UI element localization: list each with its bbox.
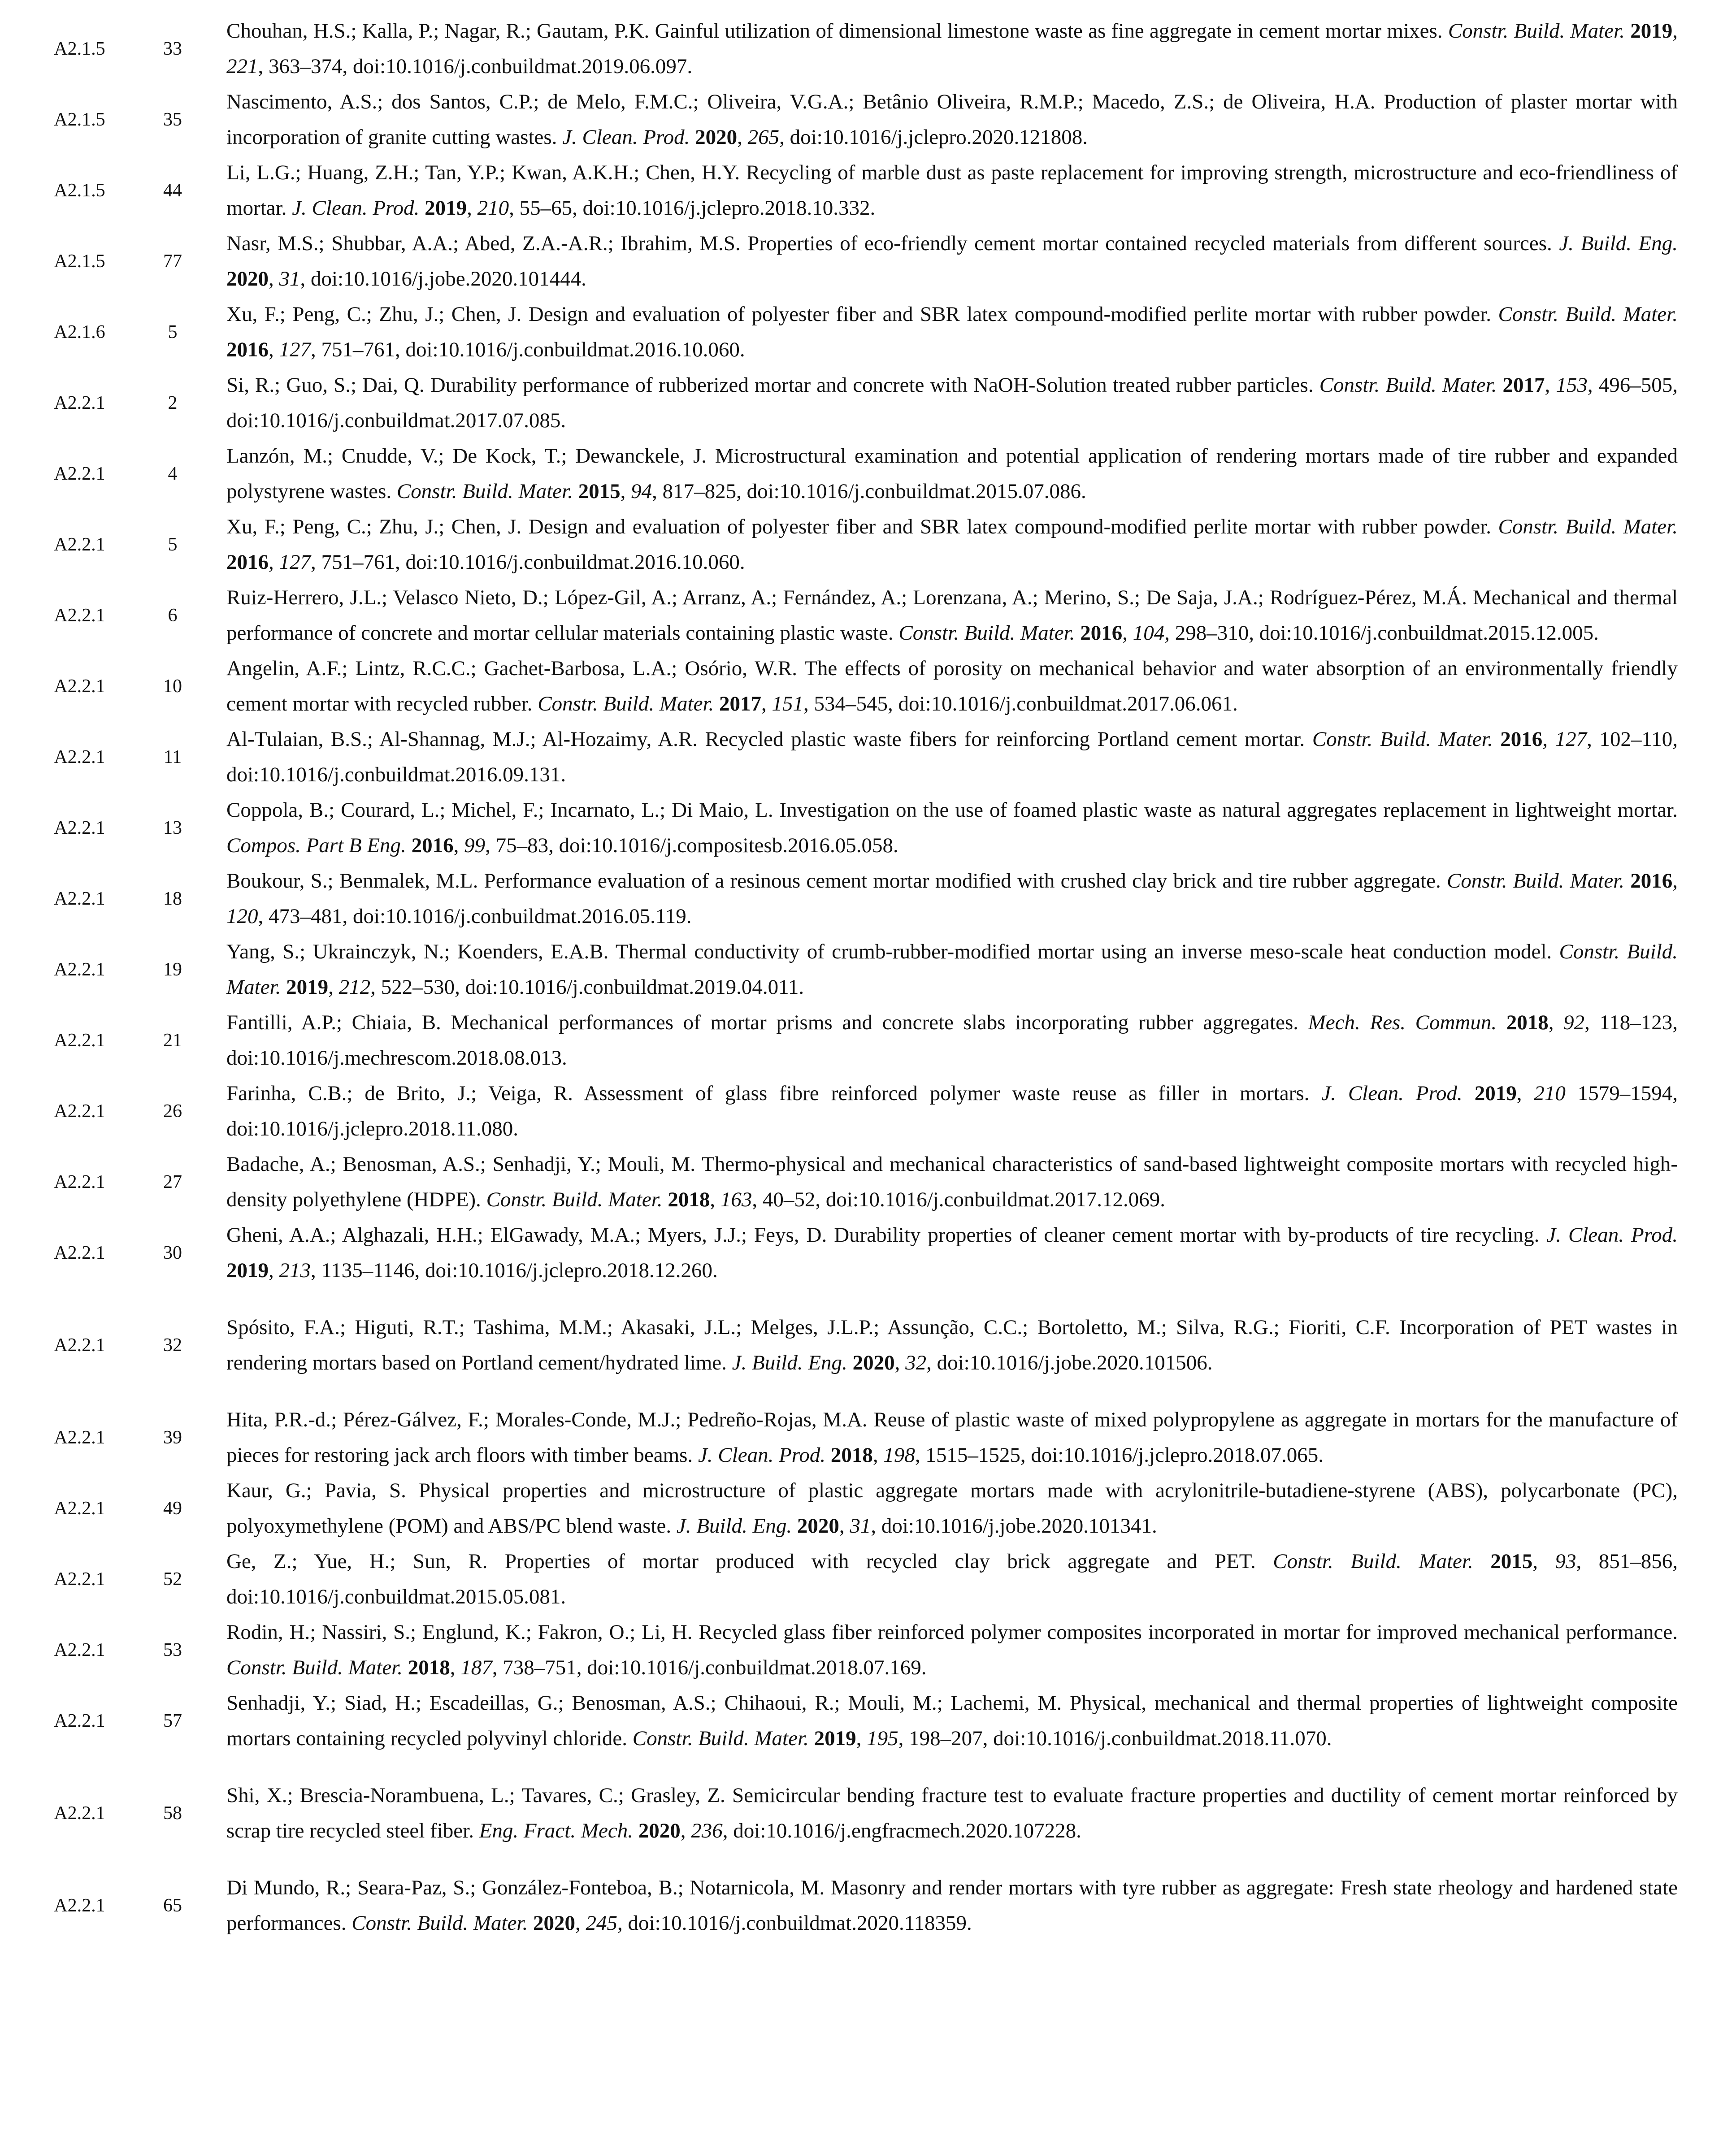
- reference-journal: J. Clean. Prod.: [292, 196, 420, 220]
- table-row: [0, 722, 1736, 793]
- reference-authors-title: Kaur, G.; Pavia, S. Physical properties and microstructure of plastic aggregate mortars made with acrylonitrile-butadiene-styrene (ABS), polycarbonate (PC), polyoxymethylene (POM) and ABS/PC blend waste.: [226, 1479, 1678, 1538]
- reference-number-cell: 2: [168, 393, 178, 413]
- reference-authors-title: Angelin, A.F.; Lintz, R.C.C.; Gachet-Barbosa, L.A.; Osório, W.R. The effects of porosity on mechanical behavior and water absorption of an environmentally friendly cement mortar with recycled rubber.: [226, 657, 1678, 715]
- section-cell: A2.2.1: [54, 888, 105, 909]
- reference-year: 2017: [1502, 373, 1545, 397]
- reference-pages-doi: , 817–825, doi:10.1016/j.conbuildmat.2015.07.086.: [652, 480, 1086, 503]
- reference-authors-title: Xu, F.; Peng, C.; Zhu, J.; Chen, J. Design and evaluation of polyester fiber and SBR latex compound-modified perlite mortar with rubber powder.: [226, 515, 1492, 538]
- table-row: [0, 1218, 1736, 1288]
- section-cell: A2.2.1: [54, 1711, 105, 1731]
- reference-journal: Constr. Build. Mater.: [898, 621, 1075, 645]
- reference-authors-title: Coppola, B.; Courard, L.; Michel, F.; Incarnato, L.; Di Maio, L. Investigation on the use of foamed plastic waste as natural aggregates replacement in lightweight mortar.: [226, 798, 1678, 822]
- row-gap: [0, 1288, 1736, 1310]
- reference-journal: J. Build. Eng.: [1559, 232, 1678, 255]
- reference-volume: 210: [1534, 1082, 1566, 1105]
- reference-authors-title: Al-Tulaian, B.S.; Al-Shannag, M.J.; Al-Hozaimy, A.R. Recycled plastic waste fibers for reinforcing Portland cement mortar.: [226, 728, 1305, 751]
- reference-volume: 120: [226, 905, 258, 928]
- reference-text: Rodin, H.; Nassiri, S.; Englund, K.; Fakron, O.; Li, H. Recycled glass fiber reinforced polymer composites incorporated in mortar for improved mechanical performance. Constr. Build. Mater. 2018, 187, 738–751, doi:10.1016/j.conbuildmat.2018.07.169.: [226, 1621, 1678, 1679]
- reference-authors-title: Fantilli, A.P.; Chiaia, B. Mechanical performances of mortar prisms and concrete slabs incorporating rubber aggregates.: [226, 1011, 1299, 1034]
- reference-text: Chouhan, H.S.; Kalla, P.; Nagar, R.; Gautam, P.K. Gainful utilization of dimensional limestone waste as fine aggregate in cement mortar mixes. Constr. Build. Mater. 2019, 221, 363–374, doi:10.1016/j.conbuildmat.2019.06.097.: [226, 19, 1678, 78]
- reference-year: 2020: [226, 267, 269, 290]
- reference-volume: 210: [477, 196, 509, 220]
- reference-volume: 127: [279, 338, 311, 361]
- table-row: [0, 297, 1736, 368]
- reference-pages-doi: , doi:10.1016/j.jobe.2020.101444.: [300, 267, 586, 290]
- reference-pages-doi: , 55–65, doi:10.1016/j.jclepro.2018.10.332.: [509, 196, 876, 220]
- reference-text: Nasr, M.S.; Shubbar, A.A.; Abed, Z.A.-A.R.; Ibrahim, M.S. Properties of eco-friendly cement mortar contained recycled materials from different sources. J. Build. Eng. 2020, 31, doi:10.1016/j.jobe.2020.101444.: [226, 232, 1678, 290]
- reference-authors-title: Senhadji, Y.; Siad, H.; Escadeillas, G.; Benosman, A.S.; Chihaoui, R.; Mouli, M.; Lachemi, M. Physical, mechanical and thermal properties of lightweight composite mortars containing recycled polyvinyl chloride.: [226, 1691, 1678, 1750]
- reference-journal: Constr. Build. Mater.: [1447, 869, 1625, 893]
- table-row: [0, 1310, 1736, 1381]
- reference-volume: 195: [867, 1727, 898, 1750]
- reference-text: Boukour, S.; Benmalek, M.L. Performance evaluation of a resinous cement mortar modified with crushed clay brick and tire rubber aggregate. Constr. Build. Mater. 2016, 120, 473–481, doi:10.1016/j.conbuildmat.2016.05.119.: [226, 869, 1678, 928]
- reference-journal: Constr. Build. Mater.: [632, 1727, 809, 1750]
- reference-text: Di Mundo, R.; Seara-Paz, S.; González-Fonteboa, B.; Notarnicola, M. Masonry and render mortars with tyre rubber as aggregate: Fresh state rheology and hardened state performances. Constr. Build. Mater. 2020, 245, doi:10.1016/j.conbuildmat.2020.118359.: [226, 1876, 1678, 1935]
- section-cell: A2.2.1: [54, 1803, 105, 1824]
- reference-volume: 92: [1563, 1011, 1585, 1034]
- reference-journal: J. Build. Eng.: [676, 1514, 792, 1538]
- table-row: [0, 1076, 1736, 1147]
- reference-year: 2020: [852, 1351, 895, 1374]
- reference-volume: 32: [905, 1351, 927, 1374]
- section-cell: A2.2.1: [54, 1101, 105, 1122]
- section-cell: A2.1.5: [54, 39, 105, 59]
- section-cell: A2.2.1: [54, 747, 105, 767]
- reference-year: 2019: [814, 1727, 856, 1750]
- reference-authors-title: Ruiz-Herrero, J.L.; Velasco Nieto, D.; López-Gil, A.; Arranz, A.; Fernández, A.; Lorenzana, A.; Merino, S.; De Saja, J.A.; Rodríguez-Pérez, M.Á. Mechanical and thermal performance of concrete and mortar cellular materials containing plastic waste.: [226, 586, 1678, 645]
- reference-number-cell: 27: [163, 1172, 182, 1192]
- reference-volume: 221: [226, 55, 258, 78]
- table-row: [0, 438, 1736, 509]
- section-cell: A2.2.1: [54, 1427, 105, 1448]
- row-gap: [0, 1381, 1736, 1402]
- section-cell: A2.1.5: [54, 180, 105, 201]
- reference-text: Lanzón, M.; Cnudde, V.; De Kock, T.; Dewanckele, J. Microstructural examination and potential application of rendering mortars made of tire rubber and expanded polystyrene wastes. Constr. Build. Mater. 2015, 94, 817–825, doi:10.1016/j.conbuildmat.2015.07.086.: [226, 444, 1678, 503]
- reference-year: 2018: [1506, 1011, 1549, 1034]
- table-row: [0, 934, 1736, 1005]
- table-row: [0, 1615, 1736, 1686]
- section-cell: A2.2.1: [54, 464, 105, 484]
- reference-year: 2020: [638, 1819, 681, 1842]
- reference-journal: Constr. Build. Mater.: [1273, 1550, 1473, 1573]
- reference-authors-title: Boukour, S.; Benmalek, M.L. Performance evaluation of a resinous cement mortar modified with crushed clay brick and tire rubber aggregate.: [226, 869, 1441, 893]
- table-row: [0, 509, 1736, 580]
- section-cell: A2.2.1: [54, 959, 105, 980]
- section-cell: A2.2.1: [54, 1335, 105, 1356]
- reference-text: Ruiz-Herrero, J.L.; Velasco Nieto, D.; López-Gil, A.; Arranz, A.; Fernández, A.; Lorenzana, A.; Merino, S.; De Saja, J.A.; Rodríguez-Pérez, M.Á. Mechanical and thermal performance of concrete and mortar cellular materials containing plastic waste. Constr. Build. Mater. 2016, 104, 298–310, doi:10.1016/j.conbuildmat.2015.12.005.: [226, 586, 1678, 645]
- reference-authors-title: Rodin, H.; Nassiri, S.; Englund, K.; Fakron, O.; Li, H. Recycled glass fiber reinforced polymer composites incorporated in mortar for improved mechanical performance.: [226, 1621, 1678, 1644]
- reference-authors-title: Hita, P.R.-d.; Pérez-Gálvez, F.; Morales-Conde, M.J.; Pedreño-Rojas, M.A. Reuse of plastic waste of mixed polypropylene as aggregate in mortars for the manufacture of pieces for restoring jack arch floors with timber beams.: [226, 1408, 1678, 1467]
- reference-year: 2016: [226, 550, 269, 574]
- reference-volume: 31: [279, 267, 300, 290]
- reference-year: 2016: [1500, 728, 1543, 751]
- reference-year: 2017: [719, 692, 762, 715]
- reference-volume: 212: [339, 975, 371, 999]
- reference-journal: Compos. Part B Eng.: [226, 834, 406, 857]
- section-cell: A2.1.5: [54, 109, 105, 130]
- reference-text: Farinha, C.B.; de Brito, J.; Veiga, R. Assessment of glass fibre reinforced polymer waste reuse as filler in mortars. J. Clean. Prod. 2019, 210 1579–1594, doi:10.1016/j.jclepro.2018.11.080.: [226, 1082, 1678, 1140]
- reference-number-cell: 32: [163, 1335, 182, 1356]
- reference-pages-doi: , 1135–1146, doi:10.1016/j.jclepro.2018.12.260.: [311, 1259, 718, 1282]
- reference-pages-doi: , 473–481, doi:10.1016/j.conbuildmat.2016.05.119.: [258, 905, 692, 928]
- reference-pages-doi: , doi:10.1016/j.jclepro.2020.121808.: [779, 126, 1088, 149]
- reference-journal: J. Clean. Prod.: [1321, 1082, 1463, 1105]
- reference-authors-title: Chouhan, H.S.; Kalla, P.; Nagar, R.; Gautam, P.K. Gainful utilization of dimensional limestone waste as fine aggregate in cement mortar mixes.: [226, 19, 1443, 43]
- reference-text: Yang, S.; Ukrainczyk, N.; Koenders, E.A.B. Thermal conductivity of crumb-rubber-modified mortar using an inverse meso-scale heat conduction model. Constr. Build. Mater. 2019, 212, 522–530, doi:10.1016/j.conbuildmat.2019.04.011.: [226, 940, 1678, 999]
- reference-number-cell: 77: [163, 251, 182, 272]
- reference-journal: Constr. Build. Mater.: [1498, 303, 1678, 326]
- reference-journal: Constr. Build. Mater.: [396, 480, 573, 503]
- reference-year: 2020: [695, 126, 738, 149]
- reference-year: 2019: [226, 1259, 269, 1282]
- reference-year: 2018: [408, 1656, 450, 1679]
- reference-volume: 163: [720, 1188, 752, 1211]
- table-row: [0, 1778, 1736, 1849]
- table-row: [0, 580, 1736, 651]
- reference-journal: Constr. Build. Mater.: [486, 1188, 663, 1211]
- reference-volume: 151: [772, 692, 804, 715]
- section-cell: A2.2.1: [54, 818, 105, 838]
- table-row: [0, 368, 1736, 438]
- reference-year: 2019: [1474, 1082, 1517, 1105]
- table-row: [0, 863, 1736, 934]
- reference-volume: 236: [691, 1819, 723, 1842]
- reference-authors-title: Spósito, F.A.; Higuti, R.T.; Tashima, M.M.; Akasaki, J.L.; Melges, J.L.P.; Assunção, C.C.; Bortoletto, M.; Silva, R.G.; Fioriti, C.F. Incorporation of PET wastes in rendering mortars based on Portland cement/hydrated lime.: [226, 1316, 1678, 1374]
- reference-year: 2016: [411, 834, 454, 857]
- reference-volume: 99: [464, 834, 486, 857]
- reference-journal: Constr. Build. Mater.: [1319, 373, 1497, 397]
- reference-pages-doi: , 1515–1525, doi:10.1016/j.jclepro.2018.07.065.: [915, 1443, 1324, 1467]
- reference-volume: 198: [883, 1443, 915, 1467]
- table-row: [0, 1473, 1736, 1544]
- reference-number-cell: 53: [163, 1640, 182, 1660]
- reference-volume: 31: [850, 1514, 871, 1538]
- table-row: [0, 1147, 1736, 1218]
- reference-year: 2019: [425, 196, 467, 220]
- reference-number-cell: 26: [163, 1101, 182, 1122]
- reference-authors-title: Xu, F.; Peng, C.; Zhu, J.; Chen, J. Design and evaluation of polyester fiber and SBR latex compound-modified perlite mortar with rubber powder.: [226, 303, 1492, 326]
- reference-year: 2016: [226, 338, 269, 361]
- section-cell: A2.1.6: [54, 322, 105, 342]
- reference-text: Hita, P.R.-d.; Pérez-Gálvez, F.; Morales-Conde, M.J.; Pedreño-Rojas, M.A. Reuse of plastic waste of mixed polypropylene as aggregate in mortars for the manufacture of pieces for restoring jack arch floors with timber beams. J. Clean. Prod. 2018, 198, 1515–1525, doi:10.1016/j.jclepro.2018.07.065.: [226, 1408, 1678, 1467]
- reference-journal: Eng. Fract. Mech.: [479, 1819, 633, 1842]
- reference-authors-title: Lanzón, M.; Cnudde, V.; De Kock, T.; Dewanckele, J. Microstructural examination and potential application of rendering mortars made of tire rubber and expanded polystyrene wastes.: [226, 444, 1678, 503]
- table-row: [0, 13, 1736, 84]
- reference-number-cell: 21: [163, 1030, 182, 1051]
- reference-text: Si, R.; Guo, S.; Dai, Q. Durability performance of rubberized mortar and concrete with NaOH-Solution treated rubber particles. Constr. Build. Mater. 2017, 153, 496–505, doi:10.1016/j.conbuildmat.2017.07.085.: [226, 373, 1678, 432]
- reference-volume: 127: [279, 550, 311, 574]
- section-cell: A2.2.1: [54, 1895, 105, 1916]
- section-cell: A2.1.5: [54, 251, 105, 272]
- reference-pages-doi: , doi:10.1016/j.jobe.2020.101506.: [926, 1351, 1213, 1374]
- reference-number-cell: 5: [168, 534, 178, 555]
- reference-volume: 93: [1555, 1550, 1576, 1573]
- section-cell: A2.2.1: [54, 676, 105, 697]
- reference-journal: Constr. Build. Mater.: [1312, 728, 1493, 751]
- reference-text: Spósito, F.A.; Higuti, R.T.; Tashima, M.M.; Akasaki, J.L.; Melges, J.L.P.; Assunção, C.C.; Bortoletto, M.; Silva, R.G.; Fioriti, C.F. Incorporation of PET wastes in rendering mortars based on Portland cement/hydrated lime. J. Build. Eng. 2020, 32, doi:10.1016/j.jobe.2020.101506.: [226, 1316, 1678, 1374]
- reference-number-cell: 6: [168, 605, 178, 626]
- reference-journal: J. Clean. Prod.: [1546, 1223, 1678, 1247]
- section-cell: A2.2.1: [54, 1030, 105, 1051]
- reference-journal: J. Clean. Prod.: [562, 126, 690, 149]
- reference-year: 2018: [830, 1443, 873, 1467]
- reference-authors-title: Nascimento, A.S.; dos Santos, C.P.; de Melo, F.M.C.; Oliveira, V.G.A.; Betânio Oliveira, R.M.P.; Macedo, Z.S.; de Oliveira, H.A. Production of plaster mortar with incorporation of granite cutting wastes.: [226, 90, 1678, 149]
- reference-number-cell: 65: [163, 1895, 182, 1916]
- reference-number-cell: 19: [163, 959, 182, 980]
- reference-pages-doi: , 298–310, doi:10.1016/j.conbuildmat.2015.12.005.: [1164, 621, 1599, 645]
- reference-year: 2020: [533, 1911, 576, 1935]
- reference-pages-doi: , 40–52, doi:10.1016/j.conbuildmat.2017.12.069.: [752, 1188, 1166, 1211]
- reference-year: 2015: [1490, 1550, 1533, 1573]
- reference-number-cell: 35: [163, 109, 182, 130]
- section-cell: A2.2.1: [54, 534, 105, 555]
- reference-authors-title: Li, L.G.; Huang, Z.H.; Tan, Y.P.; Kwan, A.K.H.; Chen, H.Y. Recycling of marble dust as paste replacement for improving strength, microstructure and eco-friendliness of mortar.: [226, 161, 1678, 220]
- reference-year: 2016: [1080, 621, 1123, 645]
- reference-pages-doi: , 102–110, doi:10.1016/j.conbuildmat.2016.09.131.: [226, 728, 1678, 786]
- reference-number-cell: 57: [163, 1711, 182, 1731]
- reference-volume: 127: [1555, 728, 1587, 751]
- reference-pages-doi: , 75–83, doi:10.1016/j.compositesb.2016.05.058.: [485, 834, 898, 857]
- reference-pages-doi: , doi:10.1016/j.jobe.2020.101341.: [871, 1514, 1157, 1538]
- reference-number-cell: 13: [163, 818, 182, 838]
- reference-text: Fantilli, A.P.; Chiaia, B. Mechanical performances of mortar prisms and concrete slabs incorporating rubber aggregates. Mech. Res. Commun. 2018, 92, 118–123, doi:10.1016/j.mechrescom.2018.08.013.: [226, 1011, 1678, 1070]
- reference-number-cell: 44: [163, 180, 182, 201]
- reference-pages-doi: , 118–123, doi:10.1016/j.mechrescom.2018.08.013.: [226, 1011, 1678, 1070]
- section-cell: A2.2.1: [54, 1498, 105, 1519]
- reference-authors-title: Di Mundo, R.; Seara-Paz, S.; González-Fonteboa, B.; Notarnicola, M. Masonry and render mortars with tyre rubber as aggregate: Fresh state rheology and hardened state performances.: [226, 1876, 1678, 1935]
- reference-journal: Constr. Build. Mater.: [226, 1656, 403, 1679]
- reference-table: [0, 13, 1736, 1941]
- reference-number-cell: 52: [163, 1569, 182, 1590]
- reference-pages-doi: , doi:10.1016/j.conbuildmat.2020.118359.: [617, 1911, 972, 1935]
- reference-authors-title: Yang, S.; Ukrainczyk, N.; Koenders, E.A.B. Thermal conductivity of crumb-rubber-modified mortar using an inverse meso-scale heat conduction model.: [226, 940, 1552, 963]
- reference-pages-doi: , 738–751, doi:10.1016/j.conbuildmat.2018.07.169.: [492, 1656, 927, 1679]
- reference-number-cell: 49: [163, 1498, 182, 1519]
- reference-journal: J. Build. Eng.: [732, 1351, 847, 1374]
- section-cell: A2.2.1: [54, 1243, 105, 1263]
- table-row: [0, 84, 1736, 155]
- reference-text: Shi, X.; Brescia-Norambuena, L.; Tavares, C.; Grasley, Z. Semicircular bending fracture test to evaluate fracture properties and ductility of cement mortar reinforced by scrap tire recycled steel fiber. Eng. Fract. Mech. 2020, 236, doi:10.1016/j.engfracmech.2020.107228.: [226, 1784, 1678, 1842]
- reference-text: Nascimento, A.S.; dos Santos, C.P.; de Melo, F.M.C.; Oliveira, V.G.A.; Betânio Oliveira, R.M.P.; Macedo, Z.S.; de Oliveira, H.A. Production of plaster mortar with incorporation of granite cutting wastes. J. Clean. Prod. 2020, 265, doi:10.1016/j.jclepro.2020.121808.: [226, 90, 1678, 149]
- reference-year: 2019: [286, 975, 329, 999]
- reference-authors-title: Nasr, M.S.; Shubbar, A.A.; Abed, Z.A.-A.R.; Ibrahim, M.S. Properties of eco-friendly cement mortar contained recycled materials from different sources.: [226, 232, 1552, 255]
- reference-pages-doi: , 363–374, doi:10.1016/j.conbuildmat.2019.06.097.: [258, 55, 693, 78]
- row-gap: [0, 1849, 1736, 1870]
- reference-pages-doi: , 522–530, doi:10.1016/j.conbuildmat.2019.04.011.: [370, 975, 804, 999]
- reference-authors-title: Si, R.; Guo, S.; Dai, Q. Durability performance of rubberized mortar and concrete with NaOH-Solution treated rubber particles.: [226, 373, 1314, 397]
- reference-pages-doi: , 751–761, doi:10.1016/j.conbuildmat.2016.10.060.: [311, 338, 745, 361]
- reference-text: Ge, Z.; Yue, H.; Sun, R. Properties of mortar produced with recycled clay brick aggregate and PET. Constr. Build. Mater. 2015, 93, 851–856, doi:10.1016/j.conbuildmat.2015.05.081.: [226, 1550, 1678, 1608]
- reference-year: 2019: [1630, 19, 1673, 43]
- reference-journal: Constr. Build. Mater.: [1448, 19, 1625, 43]
- row-gap: [0, 1756, 1736, 1778]
- reference-journal: Constr. Build. Mater.: [1498, 515, 1678, 538]
- reference-pages-doi: , 496–505, doi:10.1016/j.conbuildmat.2017.07.085.: [226, 373, 1678, 432]
- reference-volume: 245: [586, 1911, 618, 1935]
- reference-text: Li, L.G.; Huang, Z.H.; Tan, Y.P.; Kwan, A.K.H.; Chen, H.Y. Recycling of marble dust as paste replacement for improving strength, microstructure and eco-friendliness of mortar. J. Clean. Prod. 2019, 210, 55–65, doi:10.1016/j.jclepro.2018.10.332.: [226, 161, 1678, 220]
- reference-number-cell: 58: [163, 1803, 182, 1824]
- table-row: [0, 1402, 1736, 1473]
- reference-volume: 187: [460, 1656, 492, 1679]
- reference-pages-doi: , 751–761, doi:10.1016/j.conbuildmat.2016.10.060.: [311, 550, 745, 574]
- reference-pages-doi: , 851–856, doi:10.1016/j.conbuildmat.2015.05.081.: [226, 1550, 1678, 1608]
- table-row: [0, 1686, 1736, 1756]
- reference-number-cell: 11: [163, 747, 182, 767]
- table-row: [0, 1544, 1736, 1615]
- reference-volume: 153: [1556, 373, 1588, 397]
- reference-year: 2018: [668, 1188, 710, 1211]
- reference-pages-doi: 1579–1594, doi:10.1016/j.jclepro.2018.11.080.: [226, 1082, 1678, 1140]
- reference-text: Xu, F.; Peng, C.; Zhu, J.; Chen, J. Design and evaluation of polyester fiber and SBR latex compound-modified perlite mortar with rubber powder. Constr. Build. Mater. 2016, 127, 751–761, doi:10.1016/j.conbuildmat.2016.10.060.: [226, 303, 1678, 361]
- reference-number-cell: 10: [163, 676, 182, 697]
- table-row: [0, 1005, 1736, 1076]
- reference-number-cell: 4: [168, 464, 178, 484]
- reference-authors-title: Farinha, C.B.; de Brito, J.; Veiga, R. Assessment of glass fibre reinforced polymer waste reuse as filler in mortars.: [226, 1082, 1310, 1105]
- reference-volume: 104: [1133, 621, 1165, 645]
- reference-number-cell: 5: [168, 322, 178, 342]
- reference-text: Xu, F.; Peng, C.; Zhu, J.; Chen, J. Design and evaluation of polyester fiber and SBR latex compound-modified perlite mortar with rubber powder. Constr. Build. Mater. 2016, 127, 751–761, doi:10.1016/j.conbuildmat.2016.10.060.: [226, 515, 1678, 574]
- reference-text: Kaur, G.; Pavia, S. Physical properties and microstructure of plastic aggregate mortars made with acrylonitrile-butadiene-styrene (ABS), polycarbonate (PC), polyoxymethylene (POM) and ABS/PC blend waste. J. Build. Eng. 2020, 31, doi:10.1016/j.jobe.2020.101341.: [226, 1479, 1678, 1538]
- reference-number-cell: 18: [163, 888, 182, 909]
- table-row: [0, 1870, 1736, 1941]
- reference-volume: 213: [279, 1259, 311, 1282]
- reference-text: Gheni, A.A.; Alghazali, H.H.; ElGawady, M.A.; Myers, J.J.; Feys, D. Durability properties of cleaner cement mortar with by-products of tire recycling. J. Clean. Prod. 2019, 213, 1135–1146, doi:10.1016/j.jclepro.2018.12.260.: [226, 1223, 1678, 1282]
- reference-year: 2020: [797, 1514, 839, 1538]
- reference-volume: 94: [631, 480, 652, 503]
- table-row: [0, 651, 1736, 722]
- reference-year: 2015: [578, 480, 621, 503]
- reference-pages-doi: , doi:10.1016/j.engfracmech.2020.107228.: [722, 1819, 1081, 1842]
- table-row: [0, 155, 1736, 226]
- reference-number-cell: 30: [163, 1243, 182, 1263]
- reference-text: Badache, A.; Benosman, A.S.; Senhadji, Y.; Mouli, M. Thermo-physical and mechanical characteristics of sand-based lightweight composite mortars with recycled high-density polyethylene (HDPE). Constr. Build. Mater. 2018, 163, 40–52, doi:10.1016/j.conbuildmat.2017.12.069.: [226, 1153, 1678, 1211]
- reference-authors-title: Gheni, A.A.; Alghazali, H.H.; ElGawady, M.A.; Myers, J.J.; Feys, D. Durability properties of cleaner cement mortar with by-products of tire recycling.: [226, 1223, 1540, 1247]
- section-cell: A2.2.1: [54, 1172, 105, 1192]
- table-row: [0, 793, 1736, 863]
- reference-pages-doi: , 534–545, doi:10.1016/j.conbuildmat.2017.06.061.: [803, 692, 1238, 715]
- section-cell: A2.2.1: [54, 1569, 105, 1590]
- section-cell: A2.2.1: [54, 393, 105, 413]
- reference-text: Angelin, A.F.; Lintz, R.C.C.; Gachet-Barbosa, L.A.; Osório, W.R. The effects of porosity on mechanical behavior and water absorption of an environmentally friendly cement mortar with recycled rubber. Constr. Build. Mater. 2017, 151, 534–545, doi:10.1016/j.conbuildmat.2017.06.061.: [226, 657, 1678, 715]
- reference-number-cell: 39: [163, 1427, 182, 1448]
- reference-journal: Constr. Build. Mater.: [226, 940, 1678, 999]
- section-cell: A2.2.1: [54, 605, 105, 626]
- reference-text: Coppola, B.; Courard, L.; Michel, F.; Incarnato, L.; Di Maio, L. Investigation on the use of foamed plastic waste as natural aggregates replacement in lightweight mortar. Compos. Part B Eng. 2016, 99, 75–83, doi:10.1016/j.compositesb.2016.05.058.: [226, 798, 1678, 857]
- reference-journal: Constr. Build. Mater.: [352, 1911, 528, 1935]
- reference-authors-title: Badache, A.; Benosman, A.S.; Senhadji, Y.; Mouli, M. Thermo-physical and mechanical characteristics of sand-based lightweight composite mortars with recycled high-density polyethylene (HDPE).: [226, 1153, 1678, 1211]
- reference-journal: Constr. Build. Mater.: [538, 692, 714, 715]
- reference-text: Senhadji, Y.; Siad, H.; Escadeillas, G.; Benosman, A.S.; Chihaoui, R.; Mouli, M.; Lachemi, M. Physical, mechanical and thermal properties of lightweight composite mortars containing recycled polyvinyl chloride. Constr. Build. Mater. 2019, 195, 198–207, doi:10.1016/j.conbuildmat.2018.11.070.: [226, 1691, 1678, 1750]
- table-row: [0, 226, 1736, 297]
- reference-number-cell: 33: [163, 39, 182, 59]
- section-cell: A2.2.1: [54, 1640, 105, 1660]
- reference-pages-doi: , 198–207, doi:10.1016/j.conbuildmat.2018.11.070.: [898, 1727, 1332, 1750]
- reference-volume: 265: [747, 126, 780, 149]
- reference-authors-title: Shi, X.; Brescia-Norambuena, L.; Tavares, C.; Grasley, Z. Semicircular bending fracture test to evaluate fracture properties and ductility of cement mortar reinforced by scrap tire recycled steel fiber.: [226, 1784, 1678, 1842]
- reference-text: Al-Tulaian, B.S.; Al-Shannag, M.J.; Al-Hozaimy, A.R. Recycled plastic waste fibers for reinforcing Portland cement mortar. Constr. Build. Mater. 2016, 127, 102–110, doi:10.1016/j.conbuildmat.2016.09.131.: [226, 728, 1678, 786]
- reference-year: 2016: [1630, 869, 1673, 893]
- reference-authors-title: Ge, Z.; Yue, H.; Sun, R. Properties of mortar produced with recycled clay brick aggregate and PET.: [226, 1550, 1256, 1573]
- reference-journal: J. Clean. Prod.: [698, 1443, 826, 1467]
- reference-journal: Mech. Res. Commun.: [1308, 1011, 1497, 1034]
